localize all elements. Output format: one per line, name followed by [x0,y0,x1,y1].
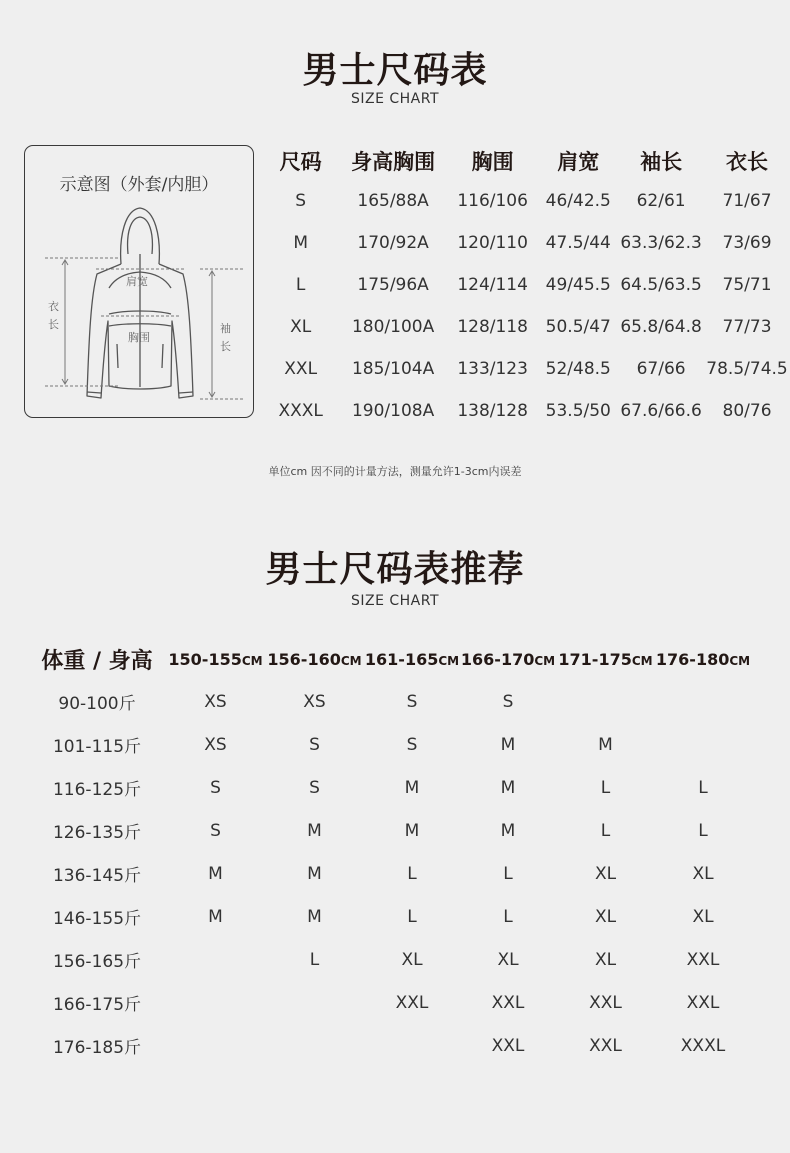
height-range-value: 176-180 [655,649,730,669]
table-cell: 133/123 [457,359,528,379]
recommendation-header [28,638,751,680]
height-range-header [460,638,556,680]
recommended-size: S [210,777,221,798]
table-cell: 124/114 [457,275,528,295]
recommended-size: L [503,906,513,927]
recommended-size: XL [594,863,617,884]
recommended-size: XXXL [680,1035,726,1056]
shoulder-header: 肩宽 [557,150,600,174]
table-row [262,180,790,222]
table-cell: 53.5/50 [545,401,611,421]
height-range-header [655,638,751,680]
table-cell: 75/71 [722,275,772,295]
recommended-size: M [500,734,516,755]
recommendation-row [28,895,751,938]
unit-label: CM [241,653,263,668]
size-table [262,142,790,432]
weight-range: 126-135斤 [52,823,142,843]
table-cell: 64.5/63.5 [620,275,702,295]
recommended-size: M [500,777,516,798]
recommended-size [655,680,751,723]
recommendation-row [28,981,751,1024]
recommended-size: M [208,863,223,884]
chest-header: 胸围 [471,150,514,174]
unit-label: CM [631,653,653,668]
unit-label: CM [534,653,556,668]
table-row [262,348,790,390]
height-range-value: 171-175 [558,649,632,669]
table-row [262,222,790,264]
table-cell: 73/69 [722,233,772,253]
table-cell: 78.5/74.5 [706,359,788,379]
recommendation-row [28,938,751,981]
table-row [262,390,790,432]
height-range-value: 156-160 [267,649,341,669]
recommended-size: S [406,691,418,712]
recommended-size: XS [204,691,227,712]
recommended-size: M [500,820,516,841]
recommended-size: S [406,734,418,755]
recommended-size [166,938,265,981]
unit-label: CM [438,653,460,668]
recommended-size: L [503,863,513,884]
recommended-size [655,723,751,766]
table-cell: 175/96A [357,275,429,295]
table-cell: 62/61 [636,191,686,211]
recommended-size [166,981,265,1024]
recommended-size [166,1024,265,1067]
recommended-size: L [309,949,320,970]
table-cell: 80/76 [722,401,772,421]
table-cell: 67/66 [636,359,686,379]
table-cell: 190/108A [351,401,435,421]
weight-range: 116-125斤 [52,780,142,800]
length-header: 衣长 [726,150,769,174]
table-cell: 67.6/66.6 [620,401,702,421]
recommended-size: S [210,820,221,841]
recommended-size: XL [594,949,617,970]
recommendation-row [28,1024,751,1067]
weight-range: 101-115斤 [52,737,142,757]
weight-range: 176-185斤 [52,1038,142,1058]
recommended-size: XL [692,906,714,927]
recommended-size [265,981,364,1024]
table-cell: M [293,233,308,253]
table-cell: 185/104A [351,359,435,379]
table-cell: 52/48.5 [545,359,611,379]
diagram-title: 示意图（外套/内胆） [59,175,219,195]
table-cell: 138/128 [457,401,528,421]
height-range-header [265,638,364,680]
recommended-size: XXL [686,992,720,1013]
table-cell: 128/118 [457,317,528,337]
sleeve-label-1: 袖 [220,322,231,335]
recommended-size [556,680,655,723]
recommended-size: M [307,906,322,927]
size-table-header [262,142,790,180]
table-cell: 49/45.5 [545,275,611,295]
table-cell: 46/42.5 [545,191,611,211]
weight-range: 166-175斤 [52,995,142,1015]
recommended-size: L [407,863,417,884]
recommendation-row [28,852,751,895]
recommended-size [265,1024,364,1067]
size-chart-subtitle: SIZE CHART [350,91,440,107]
recommendation-row [28,723,751,766]
recommended-size: M [208,906,223,927]
recommended-size: XXL [491,992,525,1013]
table-cell: XXXL [278,401,323,421]
measurement-note: 单位cm 因不同的计量方法，测量允许1-3cm内误差 [268,465,522,478]
sleeve-label-2: 长 [220,340,231,353]
sleeve-header: 袖长 [640,150,683,174]
chest-label: 胸围 [128,331,150,344]
recommendation-row [28,809,751,852]
height-range-header [556,638,655,680]
unit-label: CM [729,653,751,668]
recommended-size: L [407,906,417,927]
table-cell: 65.8/64.8 [620,317,702,337]
recommended-size: XXL [589,992,622,1013]
shoulder-label: 肩宽 [126,275,148,288]
recommended-size: M [404,777,420,798]
recommended-size: M [307,820,322,841]
recommended-size: XL [594,906,617,927]
weight-height-header: 体重 / 身高 [41,648,153,674]
table-cell: 165/88A [357,191,429,211]
recommended-size: XL [692,863,714,884]
recommended-size: S [309,777,320,798]
recommended-size: XXL [491,1035,525,1056]
table-cell: 63.3/62.3 [620,233,702,253]
table-cell: L [295,275,306,295]
length-label-2: 长 [48,318,59,331]
table-cell: 47.5/44 [545,233,611,253]
recommendation-row [28,680,751,723]
recommended-size: M [307,863,322,884]
height-range-header [166,638,265,680]
table-cell: 71/67 [722,191,772,211]
recommended-size: L [698,820,708,841]
recommended-size: L [698,777,708,798]
recommendation-title: 男士尺码表推荐 [265,549,525,590]
recommended-size: S [502,691,514,712]
height-range-value: 166-170 [460,649,535,669]
jacket-diagram [24,145,254,418]
height-range-value: 150-155 [168,649,242,669]
recommended-size: XXL [589,1035,622,1056]
table-cell: 77/73 [722,317,772,337]
recommended-size: S [309,734,320,755]
recommended-size: XL [401,949,423,970]
recommended-size: XS [303,691,326,712]
table-cell: 120/110 [457,233,528,253]
recommended-size: XS [204,734,227,755]
table-cell: XL [290,317,312,337]
recommended-size: XXL [395,992,429,1013]
weight-range: 156-165斤 [52,952,142,972]
recommended-size: L [600,820,611,841]
height-range-header [364,638,460,680]
weight-range: 90-100斤 [58,694,136,714]
table-cell: 116/106 [457,191,528,211]
table-cell: XXL [284,359,318,379]
height-chest-header: 身高胸围 [351,150,436,174]
recommended-size: M [598,734,613,755]
size-chart-title: 男士尺码表 [302,50,488,91]
table-cell: 170/92A [357,233,429,253]
table-row [262,306,790,348]
recommended-size: L [600,777,611,798]
height-range-value: 161-165 [364,649,439,669]
recommended-size [364,1024,460,1067]
weight-range: 136-145斤 [52,866,142,886]
weight-range: 146-155斤 [52,909,142,929]
table-row [262,264,790,306]
recommended-size: M [404,820,420,841]
recommendation-subtitle: SIZE CHART [350,593,440,609]
size-header: 尺码 [279,150,322,174]
table-cell: S [295,191,307,211]
length-label-1: 衣 [48,300,59,313]
recommended-size: XXL [686,949,720,970]
recommendation-row [28,766,751,809]
table-cell: 50.5/47 [545,317,611,337]
table-cell: 180/100A [351,317,435,337]
recommendation-table [28,638,751,1067]
recommended-size: XL [497,949,519,970]
unit-label: CM [340,653,362,668]
